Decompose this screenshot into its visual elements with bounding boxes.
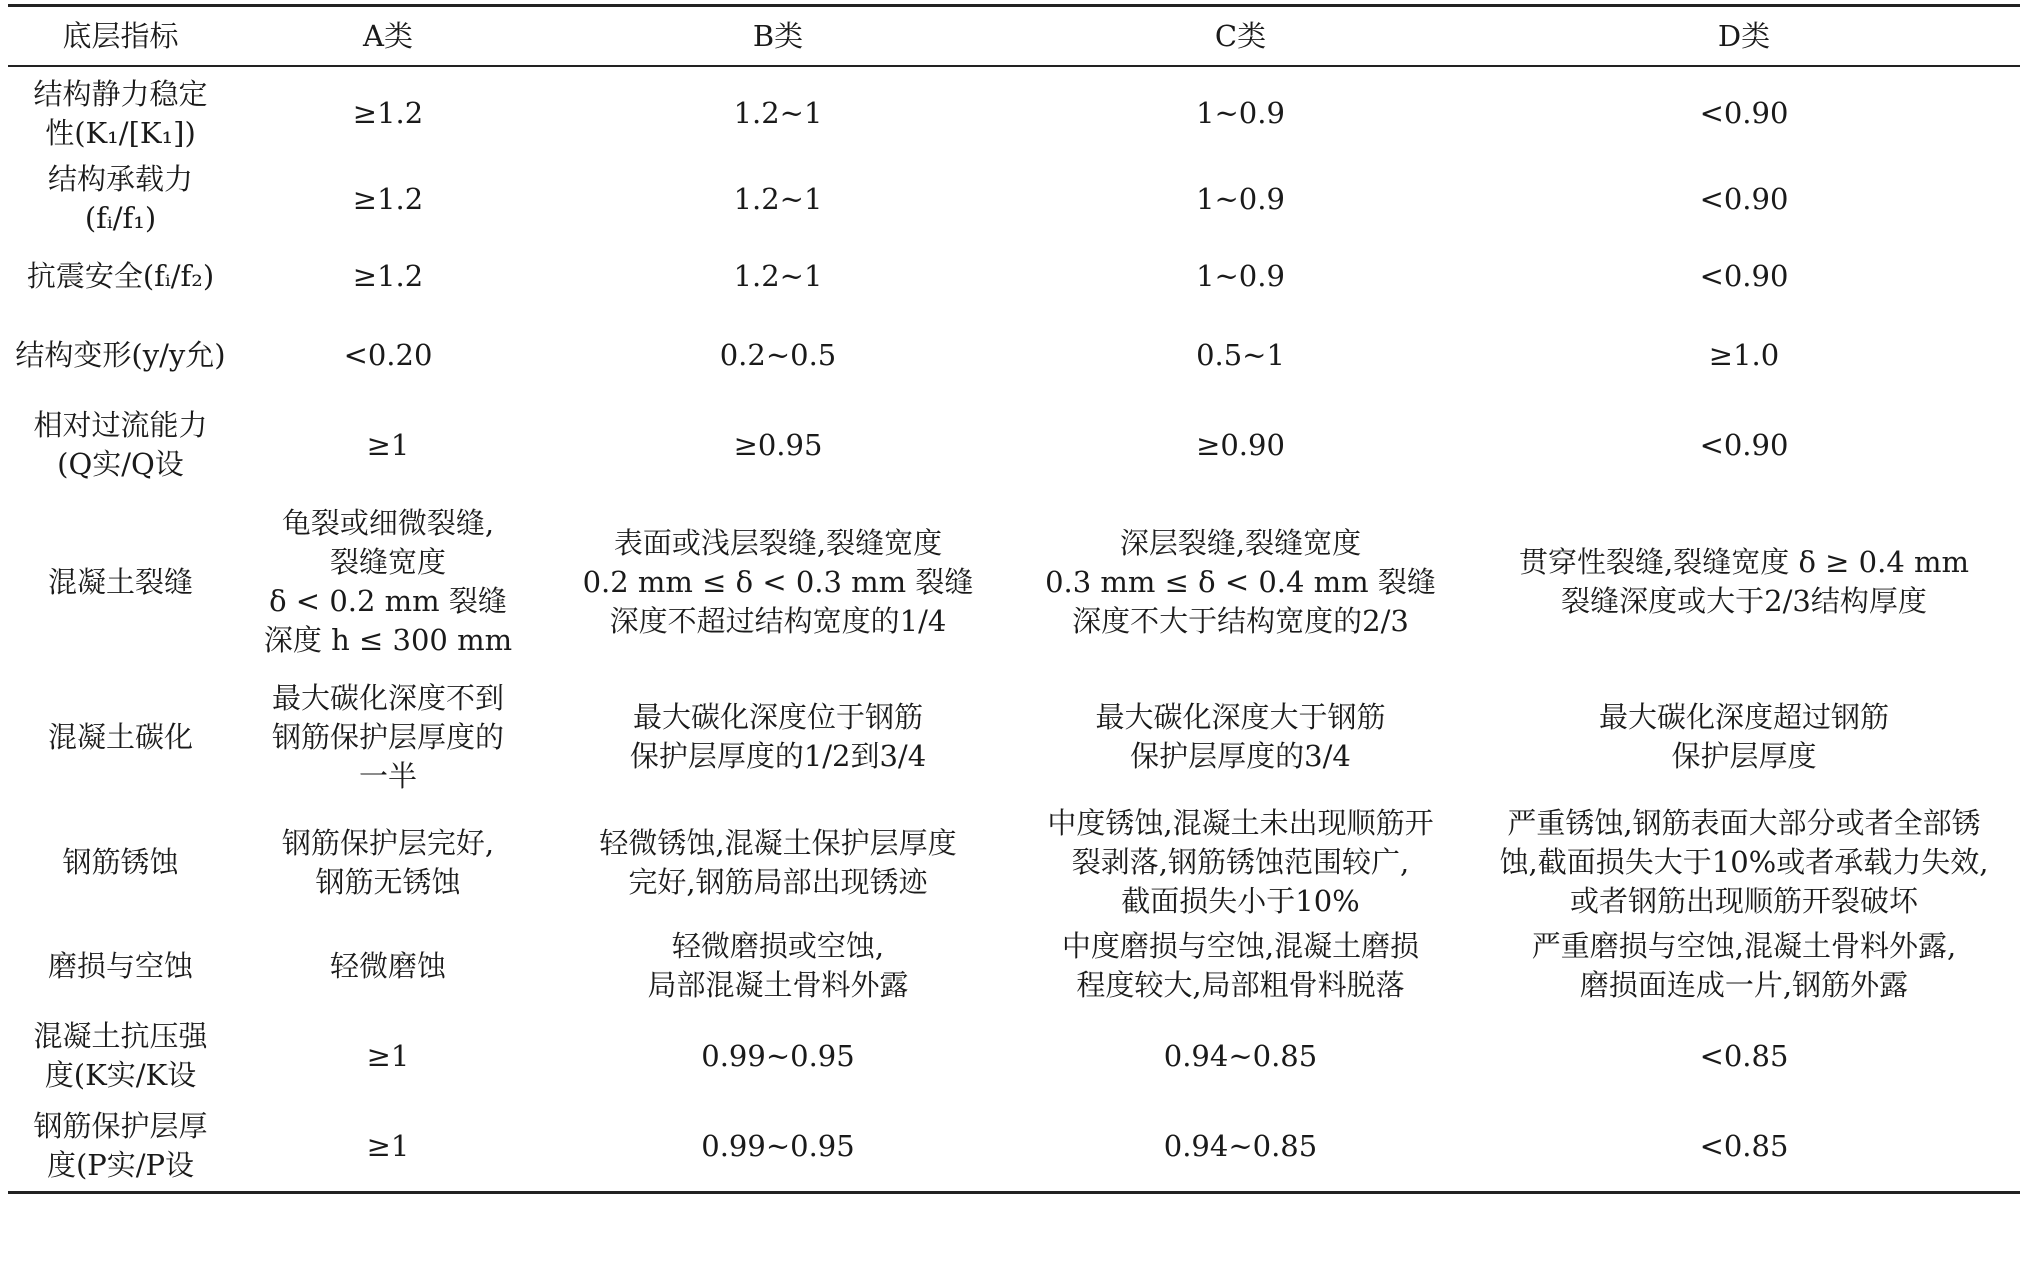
class-d-cell bbox=[1468, 1011, 2020, 1101]
table-row bbox=[8, 396, 2020, 494]
cell-line: 0.2 mm ≤ δ < 0.3 mm 裂缝 bbox=[582, 564, 974, 599]
table-row bbox=[8, 670, 2020, 804]
cell-line: 0.94~0.85 bbox=[1163, 1128, 1318, 1163]
indicator-cell bbox=[8, 160, 233, 238]
class-c-cell bbox=[1013, 670, 1468, 804]
cell-line: ≥1.0 bbox=[1708, 337, 1780, 372]
class-d-cell bbox=[1468, 921, 2020, 1011]
indicator-cell bbox=[8, 1011, 233, 1101]
cell-line: 0.3 mm ≤ δ < 0.4 mm 裂缝 bbox=[1045, 564, 1436, 599]
cell-line: 0.94~0.85 bbox=[1163, 1038, 1318, 1073]
class-b-cell bbox=[543, 238, 1013, 314]
cell-line: 最大碳化深度位于钢筋 bbox=[632, 700, 923, 734]
class-c-cell bbox=[1013, 494, 1468, 670]
cell-line: ≥1.2 bbox=[352, 258, 424, 293]
cell-line: 度(P实/P设 bbox=[46, 1148, 195, 1182]
cell-line: 保护层厚度 bbox=[1671, 739, 1817, 773]
class-b-cell bbox=[543, 314, 1013, 396]
cell-line: 钢筋保护层完好, bbox=[281, 825, 495, 860]
cell-line: 相对过流能力 bbox=[33, 408, 208, 442]
class-d-cell bbox=[1468, 238, 2020, 314]
class-a-cell bbox=[233, 1101, 543, 1191]
cell-line: 截面损失小于10% bbox=[1121, 884, 1360, 918]
cell-line: <0.90 bbox=[1699, 258, 1789, 293]
table-row bbox=[8, 494, 2020, 670]
class-b-cell bbox=[543, 160, 1013, 238]
cell-line: 完好,钢筋局部出现锈迹 bbox=[628, 864, 928, 899]
class-b-cell bbox=[543, 396, 1013, 494]
cell-line: δ < 0.2 mm 裂缝 bbox=[269, 584, 507, 618]
header-b: B类 bbox=[543, 7, 1013, 66]
cell-line: 程度较大,局部粗骨料脱落 bbox=[1076, 968, 1405, 1002]
evaluation-table bbox=[8, 7, 2020, 1191]
cell-line: 深度不大于结构宽度的2/3 bbox=[1072, 603, 1409, 638]
class-c-cell bbox=[1013, 314, 1468, 396]
cell-line: 中度锈蚀,混凝土未出现顺筋开 bbox=[1047, 806, 1434, 840]
cell-line: 深层裂缝,裂缝宽度 bbox=[1119, 525, 1362, 560]
table-row bbox=[8, 238, 2020, 314]
header-d: D类 bbox=[1468, 7, 2020, 66]
class-c-cell bbox=[1013, 238, 1468, 314]
table-row bbox=[8, 1101, 2020, 1191]
class-a-cell bbox=[233, 921, 543, 1011]
class-b-cell bbox=[543, 921, 1013, 1011]
bottom-rule bbox=[8, 1191, 2020, 1194]
class-b-cell bbox=[543, 1101, 1013, 1191]
class-b-cell bbox=[543, 1011, 1013, 1101]
class-a-cell bbox=[233, 1011, 543, 1101]
cell-line: 最大碳化深度超过钢筋 bbox=[1598, 700, 1889, 734]
indicator-cell bbox=[8, 396, 233, 494]
cell-line: 性(K₁/[K₁]) bbox=[45, 115, 196, 150]
cell-line: (fᵢ/f₁) bbox=[84, 201, 157, 235]
cell-line: 0.99~0.95 bbox=[701, 1038, 855, 1073]
cell-line: 1~0.9 bbox=[1196, 96, 1285, 130]
cell-line: 轻微锈蚀,混凝土保护层厚度 bbox=[599, 825, 957, 860]
cell-line: 钢筋无锈蚀 bbox=[315, 864, 461, 899]
class-c-cell bbox=[1013, 921, 1468, 1011]
table-body bbox=[8, 66, 2020, 1191]
class-c-cell bbox=[1013, 396, 1468, 494]
header-c: C类 bbox=[1013, 7, 1468, 66]
cell-line: 0.2~0.5 bbox=[719, 337, 837, 372]
class-a-cell bbox=[233, 804, 543, 921]
cell-line: 轻微磨蚀 bbox=[329, 948, 446, 983]
cell-line: 磨损与空蚀 bbox=[47, 948, 193, 983]
cell-line: ≥1 bbox=[366, 1128, 410, 1163]
class-b-cell bbox=[543, 804, 1013, 921]
cell-line: 中度磨损与空蚀,混凝土磨损 bbox=[1061, 929, 1420, 963]
cell-line: 裂剥落,钢筋锈蚀范围较广, bbox=[1071, 845, 1410, 879]
class-d-cell bbox=[1468, 160, 2020, 238]
table-row bbox=[8, 804, 2020, 921]
cell-line: 严重磨损与空蚀,混凝土骨料外露, bbox=[1531, 929, 1957, 963]
class-a-cell bbox=[233, 494, 543, 670]
class-d-cell bbox=[1468, 66, 2020, 160]
cell-line: ≥1.2 bbox=[352, 181, 424, 216]
cell-line: 1~0.9 bbox=[1196, 258, 1285, 293]
class-c-cell bbox=[1013, 66, 1468, 160]
cell-line: ≥0.90 bbox=[1196, 427, 1285, 462]
cell-line: 钢筋锈蚀 bbox=[62, 845, 179, 879]
class-c-cell bbox=[1013, 1011, 1468, 1101]
cell-line: 或者钢筋出现顺筋开裂破坏 bbox=[1569, 884, 1918, 918]
class-a-cell bbox=[233, 66, 543, 160]
table-row bbox=[8, 1011, 2020, 1101]
cell-line: 贯穿性裂缝,裂缝宽度 δ ≥ 0.4 mm bbox=[1519, 545, 1969, 579]
cell-line: 混凝土抗压强 bbox=[33, 1019, 208, 1053]
indicator-cell bbox=[8, 238, 233, 314]
table-wrapper bbox=[8, 4, 2020, 1194]
class-c-cell bbox=[1013, 1101, 1468, 1191]
cell-line: 1.2~1 bbox=[733, 258, 823, 293]
cell-line: 0.99~0.95 bbox=[701, 1128, 855, 1163]
header-row bbox=[8, 7, 2020, 66]
cell-line: 1~0.9 bbox=[1196, 181, 1285, 216]
cell-line: 混凝土碳化 bbox=[47, 719, 193, 754]
class-d-cell bbox=[1468, 314, 2020, 396]
cell-line: 混凝土裂缝 bbox=[47, 564, 193, 599]
cell-line: <0.20 bbox=[343, 337, 433, 372]
header-indicator: 底层指标 bbox=[8, 7, 233, 66]
cell-line: 度(K实/K设 bbox=[44, 1058, 197, 1092]
class-c-cell bbox=[1013, 804, 1468, 921]
cell-line: <0.90 bbox=[1699, 181, 1789, 216]
cell-line: <0.90 bbox=[1699, 96, 1789, 130]
table-row bbox=[8, 66, 2020, 160]
cell-line: ≥1 bbox=[366, 427, 410, 462]
cell-line: 严重锈蚀,钢筋表面大部分或者全部锈 bbox=[1507, 806, 1981, 840]
indicator-cell bbox=[8, 670, 233, 804]
cell-line: 保护层厚度的1/2到3/4 bbox=[629, 739, 927, 773]
indicator-cell bbox=[8, 494, 233, 670]
cell-line: 一半 bbox=[358, 758, 417, 793]
cell-line: 抗震安全(fᵢ/f₂) bbox=[26, 258, 215, 293]
class-a-cell bbox=[233, 238, 543, 314]
cell-line: <0.85 bbox=[1699, 1038, 1789, 1073]
cell-line: 1.2~1 bbox=[733, 181, 823, 216]
cell-line: 轻微磨损或空蚀, bbox=[671, 929, 885, 963]
cell-line: 龟裂或细微裂缝, bbox=[281, 506, 495, 540]
cell-line: ≥1 bbox=[366, 1038, 410, 1073]
header-a: A类 bbox=[233, 7, 543, 66]
cell-line: 钢筋保护层厚度的 bbox=[271, 719, 504, 754]
cell-line: 0.5~1 bbox=[1196, 337, 1285, 372]
class-b-cell bbox=[543, 494, 1013, 670]
class-a-cell bbox=[233, 160, 543, 238]
class-d-cell bbox=[1468, 670, 2020, 804]
cell-line: 蚀,截面损失大于10%或者承载力失效, bbox=[1499, 845, 1989, 879]
class-b-cell bbox=[543, 670, 1013, 804]
indicator-cell bbox=[8, 804, 233, 921]
cell-line: 局部混凝土骨料外露 bbox=[647, 968, 909, 1002]
class-a-cell bbox=[233, 396, 543, 494]
cell-line: 裂缝深度或大于2/3结构厚度 bbox=[1561, 584, 1927, 618]
cell-line: 深度不超过结构宽度的1/4 bbox=[609, 603, 947, 638]
cell-line: <0.90 bbox=[1699, 427, 1789, 462]
table-row bbox=[8, 160, 2020, 238]
cell-line: 结构承载力 bbox=[47, 162, 193, 196]
class-d-cell bbox=[1468, 804, 2020, 921]
indicator-cell bbox=[8, 66, 233, 160]
class-c-cell bbox=[1013, 160, 1468, 238]
cell-line: 最大碳化深度不到 bbox=[271, 680, 504, 715]
indicator-cell bbox=[8, 1101, 233, 1191]
cell-line: <0.85 bbox=[1699, 1128, 1789, 1163]
cell-line: (Q实/Q设 bbox=[57, 447, 184, 481]
class-d-cell bbox=[1468, 396, 2020, 494]
class-a-cell bbox=[233, 314, 543, 396]
class-d-cell bbox=[1468, 494, 2020, 670]
cell-line: 1.2~1 bbox=[733, 96, 823, 130]
cell-line: 深度 h ≤ 300 mm bbox=[263, 623, 513, 657]
cell-line: 最大碳化深度大于钢筋 bbox=[1095, 700, 1386, 734]
class-a-cell bbox=[233, 670, 543, 804]
cell-line: 结构变形(y/y允) bbox=[15, 337, 226, 372]
cell-line: ≥1.2 bbox=[352, 96, 424, 130]
cell-line: 裂缝宽度 bbox=[329, 545, 446, 579]
table-row bbox=[8, 921, 2020, 1011]
class-d-cell bbox=[1468, 1101, 2020, 1191]
cell-line: 保护层厚度的3/4 bbox=[1130, 739, 1351, 773]
cell-line: ≥0.95 bbox=[733, 427, 823, 462]
cell-line: 结构静力稳定 bbox=[33, 76, 208, 111]
indicator-cell bbox=[8, 921, 233, 1011]
table-row bbox=[8, 314, 2020, 396]
class-b-cell bbox=[543, 66, 1013, 160]
indicator-cell bbox=[8, 314, 233, 396]
cell-line: 表面或浅层裂缝,裂缝宽度 bbox=[613, 525, 943, 560]
cell-line: 磨损面连成一片,钢筋外露 bbox=[1579, 968, 1909, 1002]
cell-line: 钢筋保护层厚 bbox=[33, 1109, 208, 1143]
